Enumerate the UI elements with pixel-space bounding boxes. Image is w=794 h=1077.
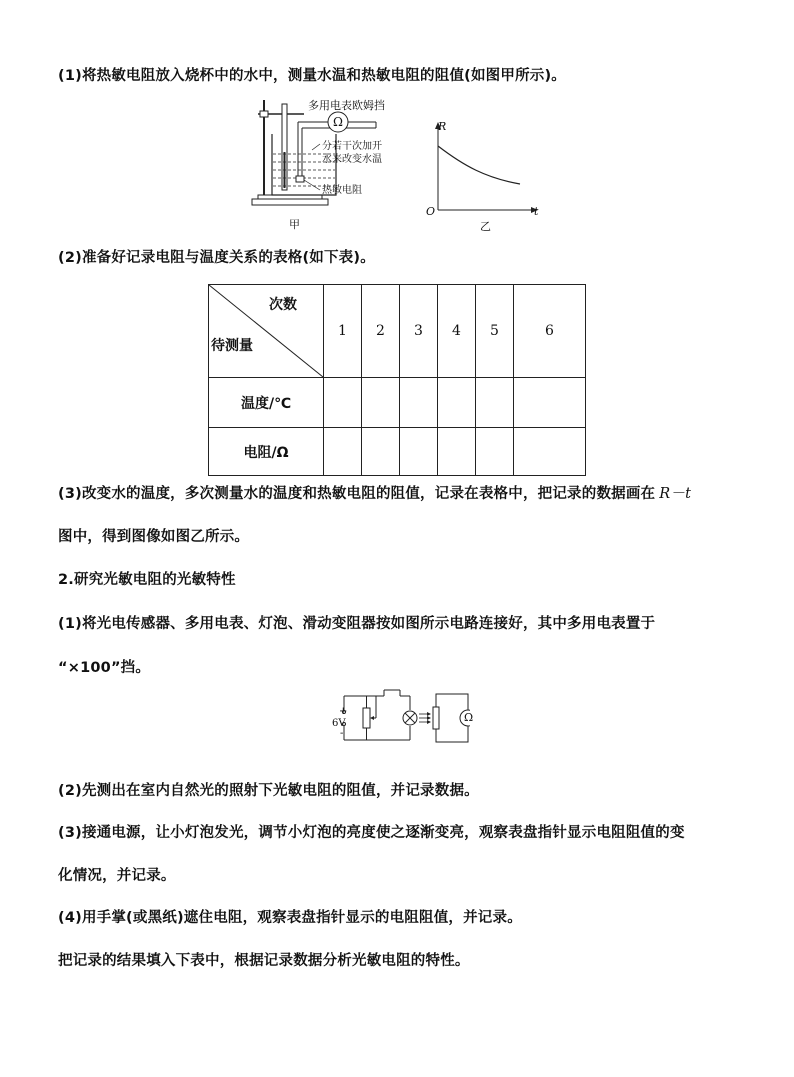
col-header: 6	[514, 285, 586, 378]
table-cell	[400, 428, 438, 476]
step-2-text: (2)准备好记录电阻与温度关系的表格(如下表)。	[58, 250, 375, 266]
table-row	[209, 378, 586, 428]
record-table	[208, 284, 586, 476]
table-header-row	[209, 285, 586, 378]
step-1-text: (1)将热敏电阻放入烧杯中的水中，测量水温和热敏电阻的阻值(如图甲所示)。	[58, 68, 566, 84]
corner-top-label: 次数	[269, 297, 297, 313]
meter-label: 多用电表欧姆挡	[308, 99, 385, 112]
table-cell	[400, 378, 438, 428]
plus-label: +	[339, 706, 348, 717]
table-row	[209, 428, 586, 476]
part-5-text: 把记录的结果填入下表中，根据记录数据分析光敏电阻的特性。	[58, 953, 470, 969]
row-label-resistance: 电阻/Ω	[209, 428, 324, 476]
col-header: 3	[400, 285, 438, 378]
table-cell	[362, 378, 400, 428]
part-1-line-1: (1)将光电传感器、多用电表、灯泡、滑动变阻器按如图所示电路连接好，其中多用电表置于	[58, 616, 656, 632]
col-header: 1	[324, 285, 362, 378]
corner-bottom-label: 待测量	[211, 338, 253, 354]
table-cell	[362, 428, 400, 476]
figure-yi-graph	[424, 118, 544, 218]
figure-jia-caption: 甲	[289, 218, 300, 231]
origin-label: O	[426, 205, 436, 218]
light-sensor-circuit	[330, 688, 470, 748]
water-note-2: 水来改变水温	[322, 154, 382, 165]
water-note-1: 分若干次加开	[322, 141, 382, 152]
table-corner-cell	[209, 285, 324, 378]
col-header: 4	[438, 285, 476, 378]
ohm-symbol: Ω	[333, 115, 343, 129]
voltage-label: 6V	[332, 718, 346, 729]
col-header: 5	[476, 285, 514, 378]
part-4-text: (4)用手掌(或黑纸)遮住电阻，观察表盘指针显示的电阻阻值，并记录。	[58, 910, 522, 926]
step-3-line-1	[58, 482, 691, 503]
table-cell	[438, 428, 476, 476]
part-3-line-2: 化情况，并记录。	[58, 868, 176, 884]
axis-r-label: R	[438, 120, 447, 133]
table-cell	[324, 378, 362, 428]
table-cell	[514, 378, 586, 428]
r-t-variable: R－t	[659, 486, 692, 502]
table-cell	[514, 428, 586, 476]
step-3-line-2: 图中，得到图像如图乙所示。	[58, 529, 250, 545]
part-2-text: (2)先测出在室内自然光的照射下光敏电阻的阻值，并记录数据。	[58, 783, 479, 799]
col-header: 2	[362, 285, 400, 378]
axis-t-label: t	[534, 205, 539, 218]
table-cell	[476, 378, 514, 428]
row-label-temperature: 温度/℃	[209, 378, 324, 428]
figure-yi-caption: 乙	[480, 220, 491, 233]
table-cell	[438, 378, 476, 428]
step-3-text: (3)改变水的温度，多次测量水的温度和热敏电阻的阻值，记录在表格中，把记录的数据画在	[58, 486, 656, 502]
section-2-title: 2.研究光敏电阻的光敏特性	[58, 572, 236, 588]
minus-label: -	[340, 728, 344, 739]
table-cell	[476, 428, 514, 476]
part-1-line-2: “×100”挡。	[58, 660, 151, 676]
table-cell	[324, 428, 362, 476]
circuit-ohm-symbol: Ω	[464, 711, 474, 724]
thermistor-label: 热敏电阻	[322, 185, 362, 196]
part-3-line-1: (3)接通电源，让小灯泡发光，调节小灯泡的亮度使之逐渐变亮，观察表盘指针显示电阻阻值的变	[58, 825, 685, 841]
